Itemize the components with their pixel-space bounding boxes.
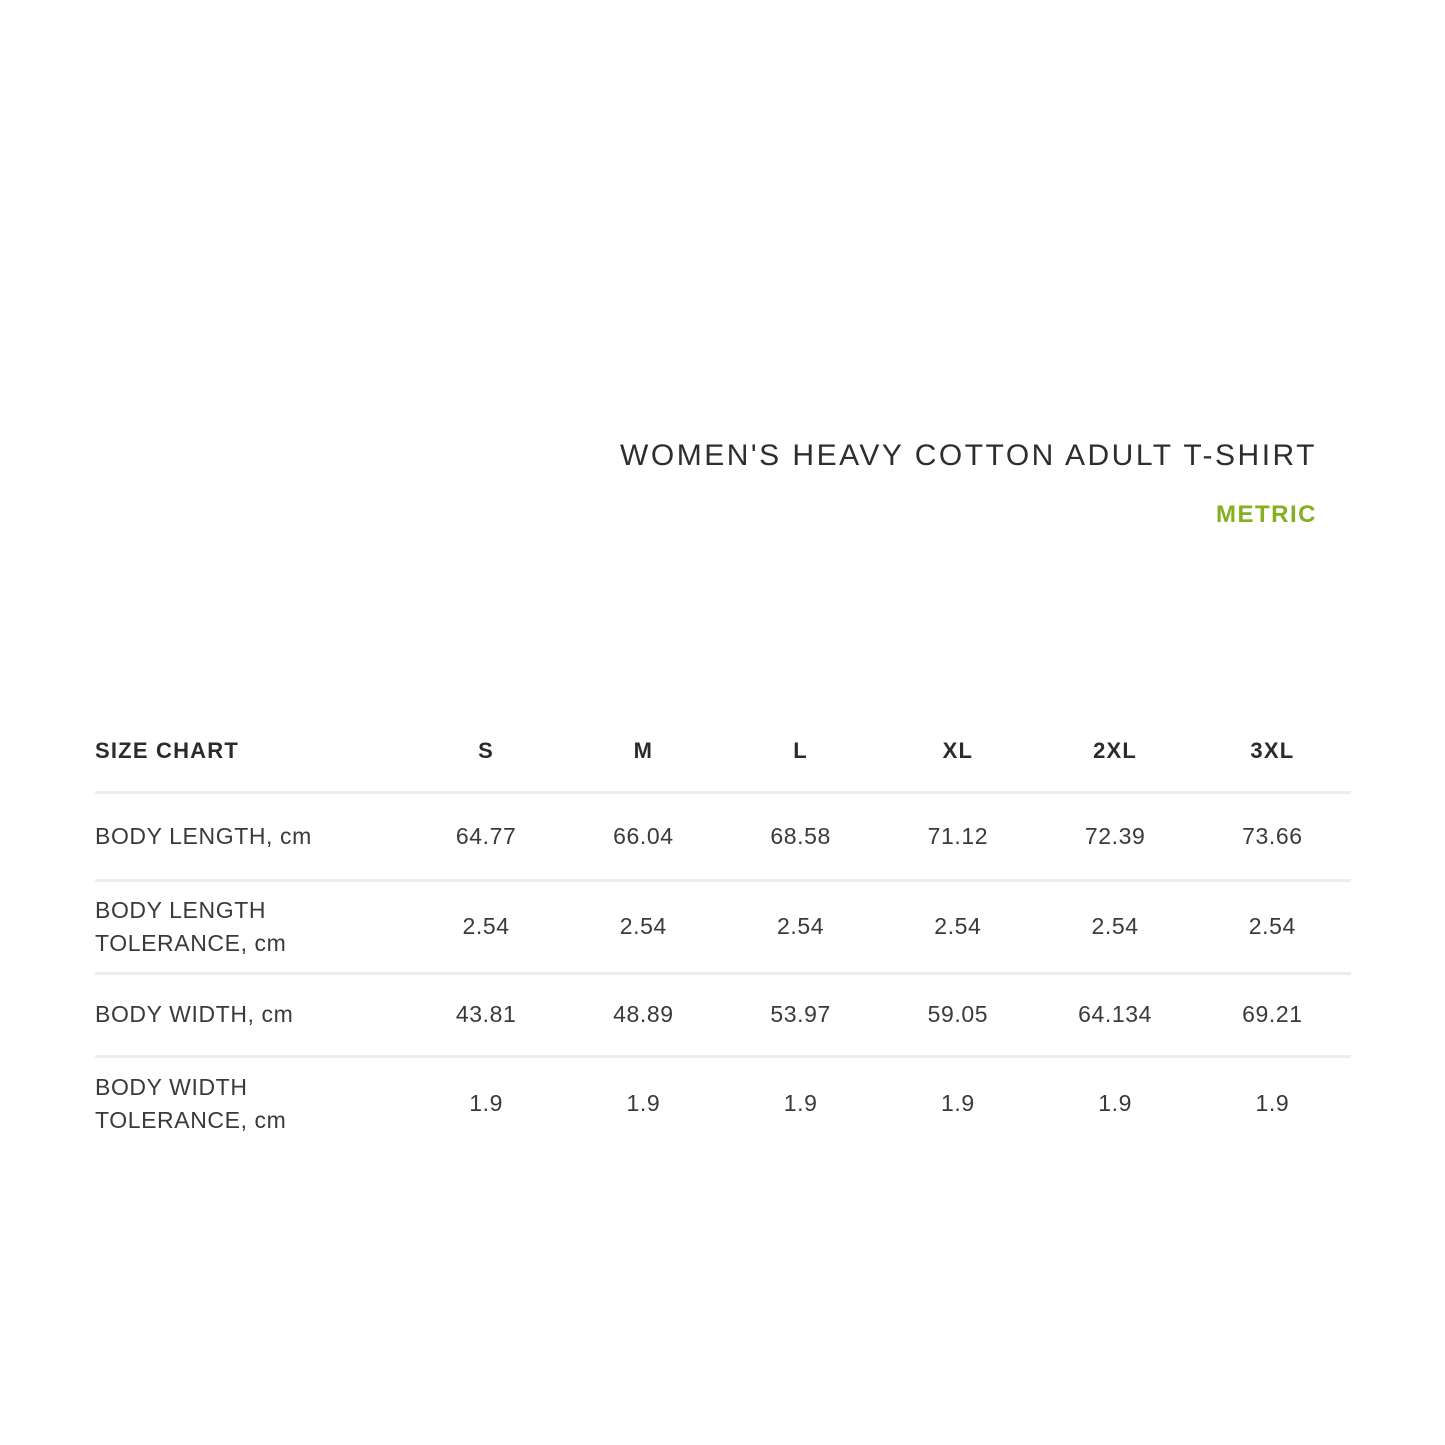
- table-row-body-length-tolerance: [95, 880, 1351, 973]
- row-label: BODY LENGTH, cm: [95, 822, 312, 849]
- row-label: BODY WIDTH TOLERANCE, cm: [95, 1073, 287, 1133]
- page-title: WOMEN'S HEAVY COTTON ADULT T-SHIRT: [620, 439, 1317, 472]
- cell-value: 2.54: [934, 913, 982, 939]
- column-header-2xl: 2XL: [1093, 738, 1138, 764]
- cell-value: 1.9: [1255, 1090, 1290, 1117]
- cell-value: 64.77: [455, 822, 517, 849]
- cell-value: 2.54: [777, 913, 825, 939]
- column-header-size-chart: SIZE CHART: [95, 738, 239, 764]
- cell-value: 64.134: [1078, 1001, 1153, 1027]
- column-header-3xl: 3XL: [1250, 738, 1295, 764]
- cell-value: 71.12: [927, 822, 989, 849]
- column-header-m: M: [633, 738, 654, 764]
- table-row-body-width: [95, 973, 1351, 1056]
- cell-value: 2.54: [462, 913, 510, 939]
- cell-value: 1.9: [469, 1090, 503, 1117]
- column-header-s: S: [478, 738, 495, 764]
- cell-value: 43.81: [455, 1001, 517, 1027]
- table-row-body-width-tolerance: [95, 1056, 1351, 1150]
- cell-value: 48.89: [613, 1001, 674, 1027]
- cell-value: 2.54: [619, 913, 667, 939]
- cell-value: 2.54: [1091, 913, 1139, 939]
- cell-value: 69.21: [1242, 1001, 1303, 1027]
- cell-value: 72.39: [1084, 822, 1146, 849]
- column-header-xl: XL: [942, 738, 974, 764]
- header-block: [95, 438, 1317, 530]
- cell-value: 66.04: [613, 822, 674, 849]
- table-header-row: [95, 712, 1351, 792]
- cell-value: 2.54: [1248, 913, 1296, 939]
- cell-value: 1.9: [626, 1090, 661, 1117]
- cell-value: 73.66: [1242, 822, 1303, 849]
- row-label: BODY WIDTH, cm: [95, 1001, 294, 1027]
- row-label: BODY LENGTH TOLERANCE, cm: [95, 896, 287, 956]
- metric-unit-toggle[interactable]: METRIC: [1216, 501, 1317, 528]
- cell-value: 59.05: [927, 1001, 989, 1027]
- cell-value: 53.97: [770, 1001, 831, 1027]
- cell-value: 1.9: [783, 1090, 818, 1117]
- size-chart-table: [95, 712, 1351, 1150]
- cell-value: 1.9: [940, 1090, 975, 1117]
- cell-value: 1.9: [1098, 1090, 1132, 1117]
- cell-value: 68.58: [770, 822, 831, 849]
- table-row-body-length: [95, 792, 1351, 880]
- column-header-l: L: [793, 738, 808, 764]
